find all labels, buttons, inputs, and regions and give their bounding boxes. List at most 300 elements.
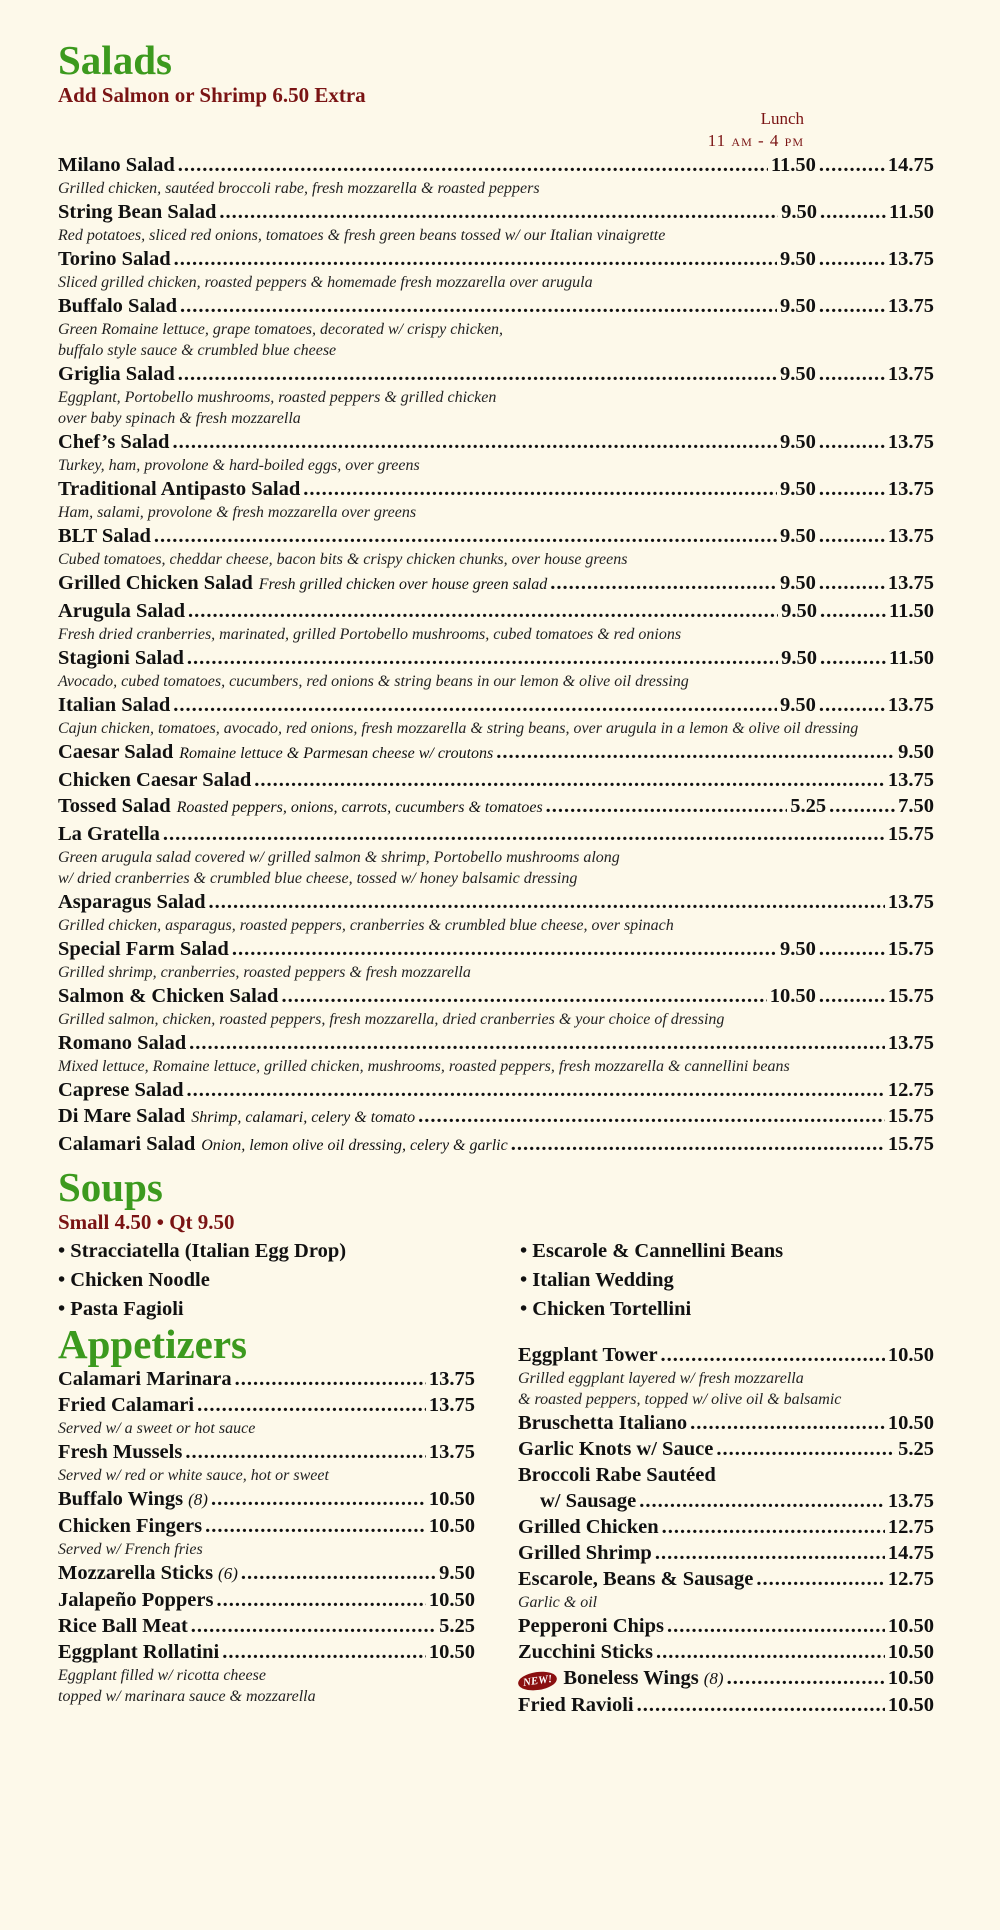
menu-item (58, 821, 934, 889)
item-name: Garlic Knots w/ Sauce (518, 1438, 714, 1460)
item-price: 14.75 (887, 1542, 934, 1564)
appetizers-title: Appetizers (58, 1321, 248, 1367)
item-name: Tossed Salad (58, 795, 171, 817)
item-description: Green arugula salad covered w/ grilled salmon & shrimp, Portobello mushrooms along w/ dried cranberries & crumbled blue cheese, tossed w/ honey balsamic dressing (58, 849, 620, 887)
leader-dots (820, 598, 886, 624)
item-name: Griglia Salad (58, 363, 175, 385)
leader-dots (173, 692, 777, 718)
menu-item-row (58, 692, 934, 718)
dinner-price: 15.75 (887, 1133, 934, 1155)
item-price: 10.50 (428, 1488, 475, 1510)
item-inline-description: Onion, lemon olive oil dressing, celery & garlic (201, 1137, 508, 1154)
leader-dots (191, 1613, 436, 1639)
leader-dots (178, 152, 768, 178)
appetizer-row (518, 1462, 934, 1488)
leader-dots (546, 793, 788, 819)
lunch-label: Lunch (760, 109, 804, 128)
leader-dots (639, 1488, 885, 1514)
dinner-price: 13.75 (887, 295, 934, 317)
item-price: 10.50 (887, 1615, 934, 1637)
item-inline-description: Fresh grilled chicken over house green salad (258, 576, 548, 593)
leader-dots (241, 1560, 436, 1586)
lunch-price: 9.50 (780, 525, 816, 547)
appetizer-row (518, 1436, 934, 1462)
leader-dots (209, 889, 885, 915)
dinner-price: 13.75 (887, 1032, 934, 1054)
item-count: (8) (188, 1490, 208, 1509)
leader-dots (281, 983, 766, 1009)
appetizer-row (58, 1639, 475, 1665)
soups-right-column (520, 1237, 934, 1324)
menu-item-row (58, 767, 934, 793)
menu-item (58, 1077, 934, 1103)
leader-dots (727, 1665, 885, 1691)
item-description: Grilled chicken, asparagus, roasted peppers, cranberries & crumbled blue cheese, over spinach (58, 917, 674, 934)
menu-item-row (58, 1077, 934, 1103)
leader-dots (187, 645, 778, 671)
menu-item-row (58, 429, 934, 455)
dinner-price: 11.50 (889, 647, 934, 669)
item-inline-description: Romaine lettuce & Parmesan cheese w/ croutons (179, 745, 494, 762)
appetizer-item (58, 1392, 475, 1439)
item-description: Red potatoes, sliced red onions, tomatoes & fresh green beans tossed w/ our Italian vinaigrette (58, 227, 666, 244)
dinner-price: 15.75 (887, 985, 934, 1007)
lunch-price: 9.50 (780, 431, 816, 453)
leader-dots (235, 1366, 426, 1392)
item-name: Caprese Salad (58, 1079, 184, 1101)
dinner-price: 13.75 (887, 525, 934, 547)
menu-item (58, 645, 934, 692)
appetizer-row (518, 1613, 934, 1639)
item-price: 13.75 (887, 1490, 934, 1512)
item-name: Mozzarella Sticks (58, 1562, 214, 1584)
appetizer-row (58, 1366, 475, 1392)
item-name: Fried Ravioli (518, 1694, 634, 1716)
item-description: Eggplant filled w/ ricotta cheese topped w/ marinara sauce & mozzarella (58, 1667, 316, 1705)
item-description: Mixed lettuce, Romaine lettuce, grilled chicken, mushrooms, roasted peppers, fresh mozzarella & cannellini beans (58, 1058, 790, 1075)
dinner-price: 15.75 (887, 823, 934, 845)
item-name: BLT Salad (58, 525, 151, 547)
lunch-price: 9.50 (780, 295, 816, 317)
leader-dots (178, 361, 777, 387)
leader-dots (819, 476, 885, 502)
dinner-price: 9.50 (898, 741, 934, 763)
leader-dots (254, 767, 885, 793)
dinner-price: 13.75 (887, 694, 934, 716)
leader-dots (186, 1077, 884, 1103)
leader-dots (172, 429, 777, 455)
item-name: Grilled Chicken (518, 1516, 659, 1538)
item-price: 10.50 (428, 1641, 475, 1663)
item-price: 10.50 (887, 1412, 934, 1434)
leader-dots (662, 1514, 885, 1540)
item-description: Served w/ a sweet or hot sauce (58, 1420, 256, 1437)
item-description: Garlic & oil (518, 1594, 598, 1611)
menu-item (58, 1131, 934, 1159)
item-description: Grilled eggplant layered w/ fresh mozzarella & roasted peppers, topped w/ olive oil & balsamic (518, 1370, 842, 1408)
menu-item (58, 523, 934, 570)
menu-item (58, 983, 934, 1030)
menu-item (58, 793, 934, 821)
item-name: Zucchini Sticks (518, 1641, 653, 1663)
item-name: Fresh Mussels (58, 1441, 183, 1463)
leader-dots (637, 1692, 885, 1718)
item-name: Traditional Antipasto Salad (58, 478, 301, 500)
dinner-price: 15.75 (887, 1105, 934, 1127)
lunch-price: 11.50 (770, 154, 816, 176)
appetizer-item (58, 1486, 475, 1513)
soup-item: • Italian Wedding (520, 1269, 674, 1291)
dinner-price: 7.50 (898, 795, 934, 817)
lunch-price: 9.50 (781, 647, 817, 669)
menu-item (58, 361, 934, 429)
appetizer-row (58, 1560, 475, 1587)
item-description: Grilled shrimp, cranberries, roasted peppers & fresh mozzarella (58, 964, 471, 981)
item-name: Stagioni Salad (58, 647, 184, 669)
item-description: Grilled chicken, sautéed broccoli rabe, fresh mozzarella & roasted peppers (58, 180, 540, 197)
appetizer-item (518, 1566, 934, 1613)
leader-dots (219, 199, 778, 225)
item-name: Bruschetta Italiano (518, 1412, 688, 1434)
item-price: 5.25 (439, 1615, 475, 1637)
dinner-price: 13.75 (887, 363, 934, 385)
salads-subtitle: Add Salmon or Shrimp 6.50 Extra (58, 83, 366, 107)
appetizer-row (518, 1566, 934, 1592)
leader-dots (154, 523, 777, 549)
item-description: Grilled salmon, chicken, roasted peppers, fresh mozzarella, dried cranberries & your choice of dressing (58, 1011, 725, 1028)
appetizer-row (518, 1639, 934, 1665)
menu-item (58, 293, 934, 361)
appetizer-row (58, 1587, 475, 1613)
item-description: Eggplant, Portobello mushrooms, roasted peppers & grilled chicken over baby spinach & fresh mozzarella (58, 389, 497, 427)
dinner-price: 12.75 (887, 1079, 934, 1101)
item-name: Italian Salad (58, 694, 171, 716)
menu-item (58, 767, 934, 793)
appetizer-row (518, 1514, 934, 1540)
salads-title: Salads (58, 37, 172, 83)
menu-item-row (58, 739, 934, 767)
appetizer-row (518, 1342, 934, 1368)
soups-title: Soups (58, 1164, 163, 1210)
menu-item (58, 199, 934, 246)
menu-item (58, 936, 934, 983)
leader-dots (550, 570, 777, 596)
leader-dots (216, 1587, 425, 1613)
item-price: 10.50 (887, 1344, 934, 1366)
menu-item-row (58, 361, 934, 387)
soups-left-column (58, 1237, 520, 1324)
item-name: Asparagus Salad (58, 891, 206, 913)
menu-item (58, 570, 934, 598)
item-description: Green Romaine lettuce, grape tomatoes, decorated w/ crispy chicken, buffalo style sauce & crumbled blue cheese (58, 321, 504, 359)
menu-item (58, 692, 934, 739)
item-name: Fried Calamari (58, 1394, 195, 1416)
item-name: Calamari Salad (58, 1133, 196, 1155)
menu-item-row (58, 983, 934, 1009)
appetizer-item (58, 1513, 475, 1560)
item-inline-description: Roasted peppers, onions, carrots, cucumbers & tomatoes (176, 799, 543, 816)
dinner-price: 13.75 (887, 769, 934, 791)
menu-item (58, 1030, 934, 1077)
appetizer-item (58, 1613, 475, 1639)
dinner-price: 13.75 (887, 431, 934, 453)
item-price: 9.50 (439, 1562, 475, 1584)
appetizer-item (518, 1692, 934, 1718)
leader-dots (211, 1486, 426, 1512)
menu-item-row (58, 476, 934, 502)
item-price: 13.75 (428, 1441, 475, 1463)
appetizer-row (518, 1488, 934, 1514)
item-name: String Bean Salad (58, 201, 217, 223)
dinner-price: 11.50 (889, 201, 934, 223)
appetizers-left-column (58, 1366, 475, 1718)
appetizer-row (518, 1540, 934, 1566)
item-price: 13.75 (428, 1368, 475, 1390)
lunch-price: 9.50 (780, 938, 816, 960)
appetizer-item (58, 1439, 475, 1486)
appetizer-item (518, 1436, 934, 1462)
dinner-price: 14.75 (887, 154, 934, 176)
leader-dots (819, 152, 885, 178)
appetizer-row (58, 1392, 475, 1418)
item-description: Served w/ French fries (58, 1541, 203, 1558)
menu-item (58, 476, 934, 523)
lunch-price: 10.50 (769, 985, 816, 1007)
appetizer-row (58, 1613, 475, 1639)
leader-dots (819, 523, 885, 549)
soup-item: • Stracciatella (Italian Egg Drop) (58, 1240, 347, 1262)
item-inline-description: Shrimp, calamari, celery & tomato (191, 1109, 416, 1126)
appetizer-row (518, 1665, 934, 1692)
menu-item-row (58, 889, 934, 915)
item-name: Milano Salad (58, 154, 175, 176)
item-price: 12.75 (887, 1516, 934, 1538)
leader-dots (820, 645, 886, 671)
leader-dots (189, 1030, 885, 1056)
lunch-price: 9.50 (780, 572, 816, 594)
leader-dots (820, 199, 886, 225)
item-price: 12.75 (887, 1568, 934, 1590)
appetizers-right-column (518, 1340, 934, 1718)
appetizer-item (518, 1514, 934, 1540)
item-description: Sliced grilled chicken, roasted peppers & homemade fresh mozzarella over arugula (58, 274, 593, 291)
soup-item: • Chicken Noodle (58, 1269, 210, 1291)
item-name: Buffalo Wings (58, 1488, 184, 1510)
item-price: 13.75 (428, 1394, 475, 1416)
leader-dots (819, 246, 885, 272)
menu-item-row (58, 293, 934, 319)
leader-dots (819, 936, 885, 962)
menu-item-row (58, 523, 934, 549)
item-price: 10.50 (887, 1694, 934, 1716)
item-name: Special Farm Salad (58, 938, 229, 960)
menu-item-row (58, 598, 934, 624)
item-name: Rice Ball Meat (58, 1615, 188, 1637)
appetizer-row (518, 1692, 934, 1718)
appetizer-item (518, 1639, 934, 1665)
lunch-price: 9.50 (781, 600, 817, 622)
item-name: Grilled Shrimp (518, 1542, 652, 1564)
item-name: Caesar Salad (58, 741, 174, 763)
menu-item-row (58, 152, 934, 178)
item-name: Chef’s Salad (58, 431, 170, 453)
item-name: La Gratella (58, 823, 160, 845)
appetizer-item (58, 1639, 475, 1707)
appetizer-row (518, 1410, 934, 1436)
soups-subtitle: Small 4.50 • Qt 9.50 (58, 1210, 235, 1234)
appetizer-item (58, 1366, 475, 1392)
menu-item-row (58, 1131, 934, 1159)
appetizers-section (58, 1322, 934, 1718)
item-name: Grilled Chicken Salad (58, 572, 253, 594)
appetizer-item (518, 1540, 934, 1566)
item-name: Chicken Caesar Salad (58, 769, 252, 791)
leader-dots (656, 1639, 885, 1665)
item-price: 10.50 (428, 1589, 475, 1611)
item-name: Buffalo Salad (58, 295, 178, 317)
appetizer-item (518, 1665, 934, 1692)
leader-dots (163, 821, 885, 847)
new-badge: NEW! (517, 1669, 558, 1692)
lunch-price: 9.50 (780, 478, 816, 500)
leader-dots (690, 1410, 885, 1436)
menu-item-row (58, 645, 934, 671)
item-name: Chicken Fingers (58, 1515, 203, 1537)
salads-section (58, 38, 934, 1159)
soups-section (58, 1165, 934, 1324)
menu-item (58, 246, 934, 293)
leader-dots (418, 1103, 885, 1129)
appetizer-item (518, 1488, 934, 1514)
leader-dots (303, 476, 777, 502)
soup-item: • Pasta Fagioli (58, 1298, 184, 1320)
menu-item (58, 739, 934, 767)
appetizer-item (518, 1613, 934, 1639)
menu-item-row (58, 1103, 934, 1131)
menu-item-row (58, 821, 934, 847)
leader-dots (496, 739, 895, 765)
leader-dots (655, 1540, 885, 1566)
item-description: Avocado, cubed tomatoes, cucumbers, red onions & string beans in our lemon & olive oil dressing (58, 673, 689, 690)
menu-item-row (58, 246, 934, 272)
item-count: (6) (218, 1564, 238, 1583)
item-count: (8) (703, 1669, 724, 1688)
item-price: 5.25 (898, 1438, 934, 1460)
item-name: Broccoli Rabe Sautéed (518, 1464, 716, 1486)
item-name: Arugula Salad (58, 600, 186, 622)
item-description: Cubed tomatoes, cheddar cheese, bacon bits & crispy chicken chunks, over house greens (58, 551, 628, 568)
leader-dots (222, 1639, 426, 1665)
item-name: Eggplant Rollatini (58, 1641, 220, 1663)
dinner-price: 13.75 (887, 248, 934, 270)
leader-dots (174, 246, 777, 272)
leader-dots (716, 1436, 895, 1462)
item-name: Pepperoni Chips (518, 1615, 665, 1637)
item-price: 10.50 (887, 1667, 934, 1689)
leader-dots (197, 1392, 426, 1418)
leader-dots (185, 1439, 426, 1465)
leader-dots (756, 1566, 884, 1592)
lunch-price: 5.25 (790, 795, 827, 817)
leader-dots (205, 1513, 426, 1539)
leader-dots (511, 1131, 885, 1157)
item-name: Jalapeño Poppers (58, 1589, 214, 1611)
dinner-price: 13.75 (887, 478, 934, 500)
item-description: Fresh dried cranberries, marinated, grilled Portobello mushrooms, cubed tomatoes & red onions (58, 626, 682, 643)
item-description: Served w/ red or white sauce, hot or sweet (58, 1467, 329, 1484)
item-description: Cajun chicken, tomatoes, avocado, red onions, fresh mozzarella & string beans, over arugula in a lemon & olive oil dressing (58, 720, 859, 737)
dinner-price: 13.75 (887, 572, 934, 594)
leader-dots (829, 793, 895, 819)
item-name: Escarole, Beans & Sausage (518, 1568, 754, 1590)
menu-item (58, 1103, 934, 1131)
leader-dots (819, 361, 885, 387)
menu-item-row (58, 199, 934, 225)
item-price: 10.50 (428, 1515, 475, 1537)
menu-item (58, 889, 934, 936)
item-name: Boneless Wings (563, 1667, 699, 1689)
menu-item (58, 152, 934, 199)
appetizer-item (58, 1560, 475, 1587)
appetizer-item (518, 1342, 934, 1410)
leader-dots (819, 692, 885, 718)
salad-list (58, 152, 934, 1159)
item-description: Ham, salami, provolone & fresh mozzarella over greens (58, 504, 417, 521)
menu-item-row (58, 793, 934, 821)
leader-dots (819, 429, 885, 455)
appetizer-item (518, 1410, 934, 1436)
appetizer-row (58, 1486, 475, 1513)
lunch-price: 9.50 (780, 694, 816, 716)
item-name: Romano Salad (58, 1032, 187, 1054)
soup-item: • Escarole & Cannellini Beans (520, 1240, 784, 1262)
item-name: Eggplant Tower (518, 1344, 658, 1366)
leader-dots (667, 1613, 885, 1639)
lunch-price: 9.50 (780, 363, 816, 385)
leader-dots (819, 570, 885, 596)
leader-dots (232, 936, 777, 962)
item-name: w/ Sausage (540, 1490, 637, 1512)
item-name: Di Mare Salad (58, 1105, 186, 1127)
lunch-price: 9.50 (781, 201, 817, 223)
item-name: Torino Salad (58, 248, 171, 270)
menu-item (58, 429, 934, 476)
item-description: Turkey, ham, provolone & hard-boiled eggs, over greens (58, 457, 420, 474)
leader-dots (188, 598, 778, 624)
leader-dots (819, 983, 885, 1009)
appetizer-row (58, 1513, 475, 1539)
dinner-price: 13.75 (887, 891, 934, 913)
dinner-price: 15.75 (887, 938, 934, 960)
appetizer-item (58, 1587, 475, 1613)
item-price: 10.50 (887, 1641, 934, 1663)
menu-item-row (58, 570, 934, 598)
menu-item (58, 598, 934, 645)
appetizer-item (518, 1462, 934, 1488)
menu-item-row (58, 936, 934, 962)
lunch-price: 9.50 (780, 248, 816, 270)
item-name: Salmon & Chicken Salad (58, 985, 279, 1007)
item-name: Calamari Marinara (58, 1368, 232, 1390)
soup-item: • Chicken Tortellini (520, 1298, 692, 1320)
leader-dots (661, 1342, 885, 1368)
appetizer-row (58, 1439, 475, 1465)
leader-dots (819, 293, 885, 319)
dinner-price: 11.50 (889, 600, 934, 622)
menu-item-row (58, 1030, 934, 1056)
lunch-hours: 11 am - 4 pm (707, 131, 804, 150)
leader-dots (180, 293, 777, 319)
